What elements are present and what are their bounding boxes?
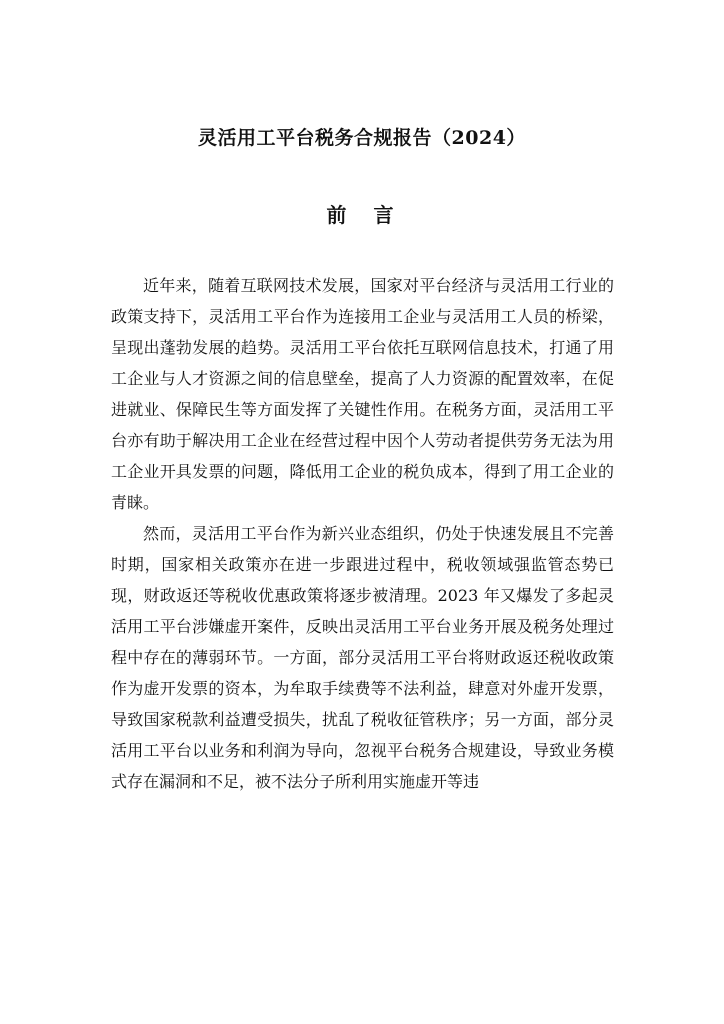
document-title: 灵活用工平台税务合规报告（2024）	[198, 127, 526, 149]
document-body	[111, 270, 614, 797]
paragraph-2: 然而，灵活用工平台作为新兴业态组织，仍处于快速发展且不完善时期，国家相关政策亦在进一步跟进过程中，税收领域强监管态势已现，财政返还等税收优惠政策将逐步被清理。2023 年又爆发了多起灵活用工平台涉嫌虚开案件，反映出灵活用工平台业务开展及税务处理过程中存在的薄弱环节。一方面，部分灵活用工平台将财政返还税收政策作为虚开发票的资本，为牟取手续费等不法利益，肆意对外虚开发票，导致国家税款利益遭受损失，扰乱了税收征管秩序；另一方面，部分灵活用工平台以业务和利润为导向，忽视平台税务合规建设，导致业务模式存在漏洞和不足，被不法分子所利用实施虚开等违	[111, 524, 614, 791]
section-heading: 前 言	[326, 203, 404, 227]
paragraph-1: 近年来，随着互联网技术发展，国家对平台经济与灵活用工行业的政策支持下，灵活用工平台作为连接用工企业与灵活用工人员的桥梁，呈现出蓬勃发展的趋势。灵活用工平台依托互联网信息技术，打通了用工企业与人才资源之间的信息壁垒，提高了人力资源的配置效率，在促进就业、保障民生等方面发挥了关键性作用。在税务方面，灵活用工平台亦有助于解决用工企业在经营过程中因个人劳动者提供劳务无法为用工企业开具发票的问题，降低用工企业的税负成本，得到了用工企业的青睐。	[111, 276, 614, 512]
